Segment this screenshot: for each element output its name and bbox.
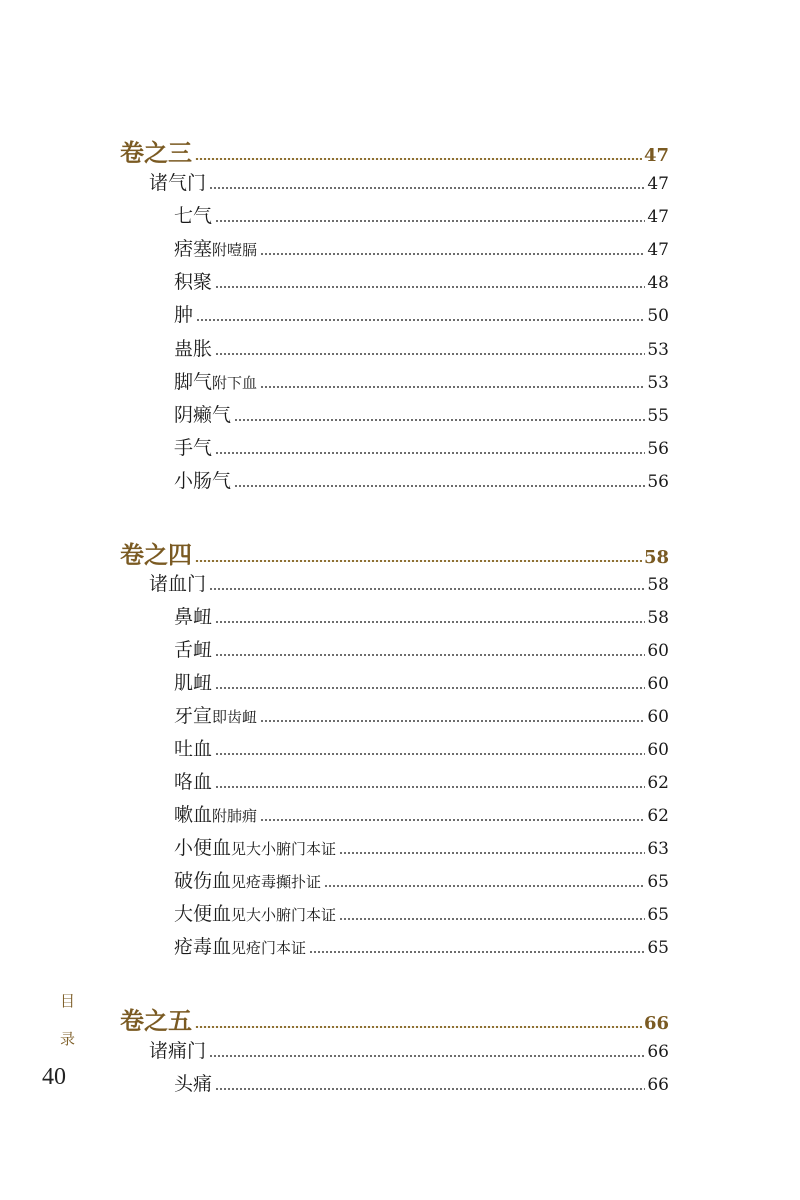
leader-dots [209, 588, 645, 590]
leader-dots [215, 753, 645, 755]
toc-entry[interactable]: 疮毒血 见疮门本证 65 [174, 936, 669, 958]
leader-dots [324, 885, 645, 887]
leader-dots [215, 621, 645, 623]
side-label-char: 目 [60, 992, 76, 1010]
toc-entry[interactable]: 咯血 62 [174, 771, 669, 793]
toc-entry[interactable]: 破伤血 见疮毒攧扑证 65 [174, 870, 669, 892]
toc-volume-heading[interactable]: 卷之三 47 [120, 138, 669, 167]
leader-dots [215, 1088, 645, 1090]
toc-entry[interactable]: 小肠气 56 [174, 470, 669, 492]
toc-entry[interactable]: 鼻衄 58 [174, 606, 669, 628]
toc-entry[interactable]: 痞塞 附噎膈 47 [174, 238, 669, 260]
toc-entry[interactable]: 手气 56 [174, 437, 669, 459]
toc-entry[interactable]: 舌衄 60 [174, 639, 669, 661]
leader-dots [339, 852, 645, 854]
toc-entry[interactable]: 蛊胀 53 [174, 338, 669, 360]
toc-entry[interactable]: 吐血 60 [174, 738, 669, 760]
leader-dots [260, 720, 645, 722]
toc-entry[interactable]: 脚气 附下血 53 [174, 371, 669, 393]
leader-dots [215, 452, 645, 454]
leader-dots [234, 419, 645, 421]
leader-dots [195, 560, 642, 562]
toc-section-entry[interactable]: 诸痛门 66 [149, 1040, 669, 1062]
toc-entry[interactable]: 七气 47 [174, 205, 669, 227]
leader-dots [209, 1055, 645, 1057]
toc-entry[interactable]: 头痛 66 [174, 1073, 669, 1095]
leader-dots [260, 819, 645, 821]
leader-dots [339, 918, 645, 920]
toc-entry[interactable]: 阴癞气 55 [174, 404, 669, 426]
side-label-char: 录 [60, 1030, 76, 1048]
leader-dots [215, 286, 645, 288]
toc-entry[interactable]: 肿 50 [174, 304, 669, 326]
leader-dots [260, 386, 645, 388]
toc-entry[interactable]: 大便血 见大小腑门本证 65 [174, 903, 669, 925]
toc-entry[interactable]: 牙宣 即齿衄 60 [174, 705, 669, 727]
page-number: 40 [42, 1064, 66, 1090]
toc-entry[interactable]: 肌衄 60 [174, 672, 669, 694]
leader-dots [215, 220, 645, 222]
toc-section-entry[interactable]: 诸气门 47 [149, 172, 669, 194]
leader-dots [209, 187, 645, 189]
leader-dots [260, 253, 645, 255]
leader-dots [215, 353, 645, 355]
toc-entry[interactable]: 小便血 见大小腑门本证 63 [174, 837, 669, 859]
toc-section-entry[interactable]: 诸血门 58 [149, 573, 669, 595]
leader-dots [195, 158, 642, 160]
leader-dots [196, 319, 645, 321]
toc-volume-heading[interactable]: 卷之四 58 [120, 540, 669, 569]
leader-dots [215, 654, 645, 656]
leader-dots [234, 485, 645, 487]
leader-dots [215, 786, 645, 788]
toc-volume-heading[interactable]: 卷之五 66 [120, 1006, 669, 1035]
leader-dots [309, 951, 645, 953]
toc-entry[interactable]: 嗽血 附肺痈 62 [174, 804, 669, 826]
toc-entry[interactable]: 积聚 48 [174, 271, 669, 293]
leader-dots [195, 1026, 642, 1028]
leader-dots [215, 687, 645, 689]
